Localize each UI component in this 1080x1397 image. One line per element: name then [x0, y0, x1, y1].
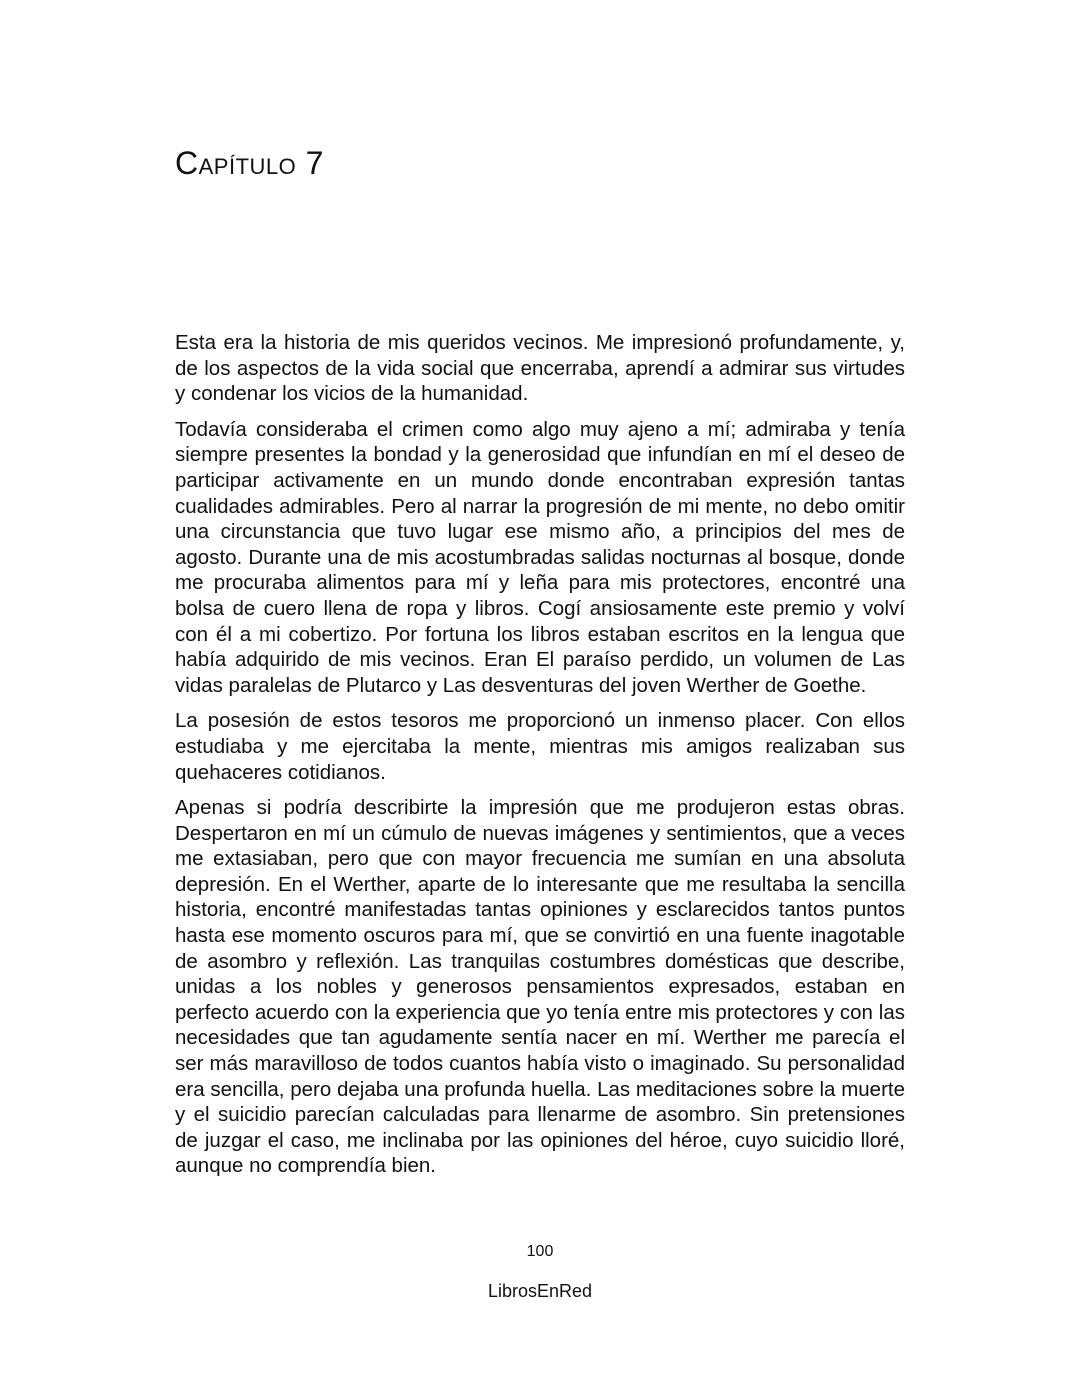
- publisher-name: LibrosEnRed: [487, 1281, 593, 1301]
- chapter-body: [175, 330, 905, 1189]
- chapter-title: Capítulo 7: [175, 145, 324, 181]
- page-number: 100: [526, 1243, 554, 1260]
- paragraph-4: Apenas si podría describirte la impresión que me produjeron estas obras. Despertaron en mí un cúmulo de nuevas imágenes y sentimientos, que a veces me extasiaban, pero que con mayor frecuencia me sumían en una absoluta depresión. En el Werther, aparte de lo interesante que me resultaba la sencilla historia, encontré manifestadas tantas opiniones y esclarecidos tantos puntos hasta ese momento oscuros para mí, que se convirtió en una fuente inagotable de asombro y reflexión. Las tranquilas costumbres domésticas que describe, unidas a los nobles y generosos pensamientos expresados, estaban en perfecto acuerdo con la experiencia que yo tenía entre mis protectores y con las necesidades que tan agudamente sentía nacer en mí. Werther me parecía el ser más maravilloso de todos cuantos había visto o imaginado. Su personalidad era sencilla, pero dejaba una profunda huella. Las meditaciones sobre la muerte y el suicidio parecían calculadas para llenarme de asombro. Sin pretensiones de juzgar el caso, me inclinaba por las opiniones del héroe, cuyo suicidio lloré, aunque no comprendía bien.: [175, 796, 905, 1178]
- paragraph-3: La posesión de estos tesoros me proporcionó un inmenso placer. Con ellos estudiaba y me ejercitaba la mente, mientras mis amigos realizaban sus quehaceres cotidianos.: [175, 709, 905, 784]
- paragraph-1: Esta era la historia de mis queridos vecinos. Me impresionó profundamente, y, de los aspectos de la vida social que encerraba, aprendí a admirar sus virtudes y condenar los vicios de la humanidad.: [175, 331, 905, 406]
- paragraph-2: Todavía consideraba el crimen como algo muy ajeno a mí; admiraba y tenía siempre presentes la bondad y la generosidad que infundían en mí el deseo de participar activamente en un mundo donde encontraban expresión tantas cualidades admirables. Pero al narrar la progresión de mi mente, no debo omitir una circunstancia que tuvo lugar ese mismo año, a principios del mes de agosto. Durante una de mis acostumbradas salidas nocturnas al bosque, donde me procuraba alimentos para mí y leña para mis protectores, encontré una bolsa de cuero llena de ropa y libros. Cogí ansiosamente este premio y volví con él a mi cobertizo. Por fortuna los libros estaban escritos en la lengua que había adquirido de mis vecinos. Eran El paraíso perdido, un volumen de Las vidas paralelas de Plutarco y Las desventuras del joven Werther de Goethe.: [175, 417, 905, 697]
